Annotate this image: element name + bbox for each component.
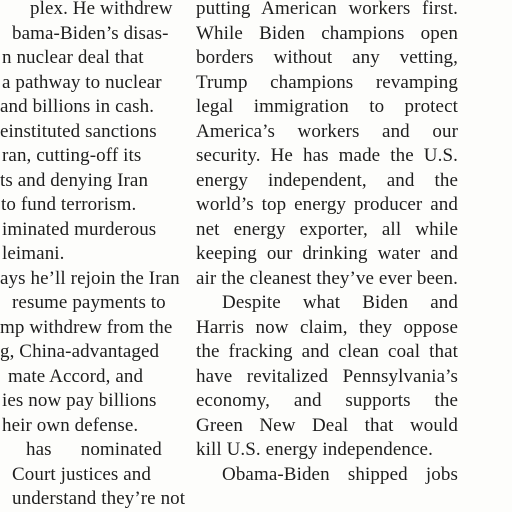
text-line: n nuclear deal that: [2, 47, 144, 68]
text-line: Court justices and: [12, 463, 152, 485]
text-line: net energy exporter, all while: [196, 218, 458, 240]
text-line: to fund terrorism.: [1, 194, 137, 215]
text-line: America’s workers and our: [196, 120, 458, 142]
text-line: have revitalized Pennsylvania’s: [196, 365, 458, 387]
text-line: borders without any vetting,: [196, 47, 458, 68]
paragraph-start-line: Despite what Biden and: [222, 292, 458, 313]
paragraph-start-line: Obama-Biden shipped jobs: [222, 463, 458, 485]
text-line: ran, cutting-off its: [2, 145, 142, 166]
text-line: resume payments to: [12, 292, 166, 313]
text-line: a pathway to nuclear: [2, 71, 162, 93]
text-line: While Biden champions open: [196, 22, 458, 44]
text-line: mp withdrew from the: [0, 316, 173, 338]
text-line: Green New Deal that would: [196, 414, 458, 436]
text-line: kill U.S. energy independence.: [196, 439, 433, 460]
text-line: Trump champions revamping: [196, 71, 458, 93]
text-line: leimani.: [2, 243, 65, 264]
text-line: mate Accord, and: [8, 365, 144, 387]
text-line: ies now pay billions: [2, 390, 157, 411]
text-line: understand they’re not: [12, 488, 186, 509]
text-line: plex. He withdrew: [30, 0, 173, 19]
text-line: and billions in cash.: [0, 96, 155, 117]
text-line: legal immigration to protect: [196, 96, 458, 117]
text-line: security. He has made the U.S.: [196, 145, 458, 166]
text-line: keeping our drinking water and: [196, 243, 458, 264]
left-text-column: [0, 0, 186, 512]
text-line: has nominated: [26, 439, 162, 460]
text-line: heir own defense.: [2, 414, 139, 436]
right-text-column: [196, 0, 458, 487]
text-line: iminated murderous: [2, 218, 157, 240]
text-line: g, China-advantaged: [0, 341, 160, 362]
text-line: world’s top energy producer and: [196, 194, 458, 215]
text-line: ts and denying Iran: [0, 169, 149, 191]
text-line: the fracking and clean coal that: [196, 341, 458, 362]
text-line: air the cleanest they’ve ever been.: [196, 267, 458, 289]
text-line: putting American workers first.: [196, 0, 458, 19]
text-line: energy independent, and the: [196, 169, 458, 191]
text-line: ays he’ll rejoin the Iran: [0, 267, 180, 289]
text-line: Harris now claim, they oppose: [196, 316, 458, 338]
text-line: einstituted sanctions: [0, 120, 157, 142]
text-line: economy, and supports the: [196, 390, 458, 411]
text-line: bama-Biden’s disas-: [12, 22, 169, 44]
